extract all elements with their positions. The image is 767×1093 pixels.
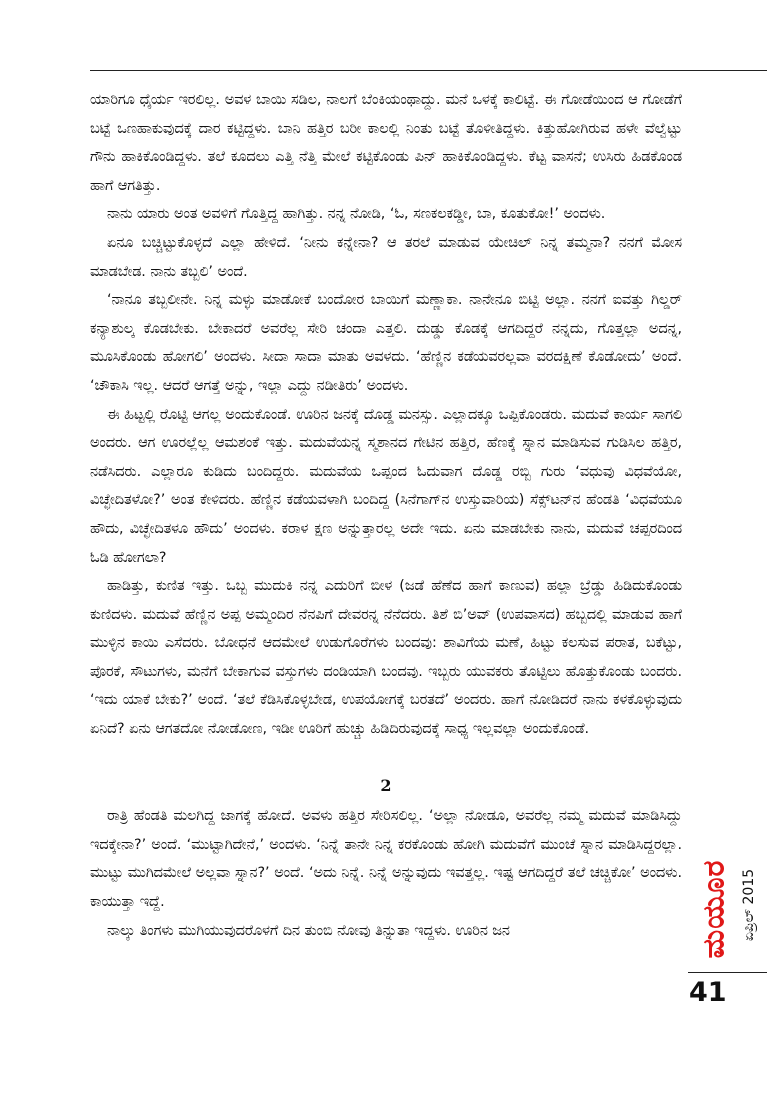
page-number: 41	[689, 977, 727, 1008]
magazine-logo-text: ಮಯೂರ	[696, 859, 732, 959]
paragraph-8: ನಾಲ್ಕು ತಿಂಗಳು ಮುಗಿಯುವುದರೊಳಗೆ ದಿನ ತುಂಬಿ ನೋವು ತಿನ್ನುತಾ ಇದ್ದಳು. ಊರಿನ ಜನ	[107, 922, 510, 939]
issue-date-text: ಏಪ್ರಿಲ್ 2015	[741, 868, 757, 942]
paragraph-7: ರಾತ್ರಿ ಹೆಂಡತಿ ಮಲಗಿದ್ದ ಜಾಗಕ್ಕೆ ಹೋದೆ. ಅವಳು ಹತ್ತಿರ ಸೇರಿಸಲಿಲ್ಲ. ‘ಅಲ್ಲಾ ನೋಡೂ, ಅವರೆಲ್ಲ ನಮ್ಮ ಮದುವೆ ಮಾಡಿಸಿದ್ದು ಇದಕ್ಕೇನಾ?’ ಅಂದೆ. ‘ಮುಟ್ಟಾಗಿದೇನೆ,’ ಅಂದಳು. ‘ನಿನ್ನೆ ತಾನೇ ನಿನ್ನ ಕರಕೊಂಡು ಹೋಗಿ ಮದುವೆಗೆ ಮುಂಚೆ ಸ್ನಾನ ಮಾಡಿಸಿದ್ದರಲ್ಲಾ. ಮುಟ್ಟು ಮುಗಿದಮೇಲೆ ಅಲ್ಲವಾ ಸ್ನಾನ?’ ಅಂದೆ. ‘ಅದು ನಿನ್ನೆ. ನಿನ್ನೆ ಅನ್ನುವುದು ಇವತ್ತಲ್ಲ. ಇಷ್ಟ ಆಗದಿದ್ದರೆ ತಲೆ ಚಚ್ಚಿಕೋ’ ಅಂದಳು. ಕಾಯುತ್ತಾ ಇದ್ದೆ.	[90, 808, 682, 911]
section-number: 2	[380, 775, 392, 795]
magazine-masthead	[693, 850, 767, 968]
issue-date	[735, 830, 763, 980]
paragraph-6: ಹಾಡಿತ್ತು, ಕುಣಿತ ಇತ್ತು. ಒಬ್ಬ ಮುದುಕಿ ನನ್ನ ಎದುರಿಗೆ ಬೀಳ (ಜಡೆ ಹೆಣೆದ ಹಾಗೆ ಕಾಣುವ) ಹಲ್ಲಾ ಬ್ರೆಡ್ಡು ಹಿಡಿದುಕೊಂಡು ಕುಣಿದಳು. ಮದುವೆ ಹೆಣ್ಣಿನ ಅಪ್ಪ ಅಮ್ಮಂದಿರ ನೆನಪಿಗೆ ದೇವರನ್ನ ನೆನೆದರು. ತಿಶೆ ಬಿ’ಅವ್ (ಉಪವಾಸದ) ಹಬ್ಬದಲ್ಲಿ ಮಾಡುವ ಹಾಗೆ ಮುಳ್ಳಿನ ಕಾಯಿ ಎಸೆದರು. ಬೋಧನೆ ಆದಮೇಲೆ ಉಡುಗೊರೆಗಳು ಬಂದವು: ಶಾವಿಗೆಯ ಮಣೆ, ಹಿಟ್ಟು ಕಲಸುವ ಪರಾತ, ಬಕೆಟ್ಟು, ಪೊರಕೆ, ಸೌಟುಗಳು, ಮನೆಗೆ ಬೇಕಾಗುವ ವಸ್ತುಗಳು ದಂಡಿಯಾಗಿ ಬಂದವು. ಇಬ್ಬರು ಯುವಕರು ತೊಟ್ಟಿಲು ಹೊತ್ತುಕೊಂಡು ಬಂದರು. ‘ಇದು ಯಾಕೆ ಬೇಕು?’ ಅಂದೆ. ‘ತಲೆ ಕೆಡಿಸಿಕೊಳ್ಳಬೇಡ, ಉಪಯೋಗಕ್ಕೆ ಬರತದೆ’ ಅಂದರು. ಹಾಗೆ ನೋಡಿದರೆ ನಾನು ಕಳಕೊಳ್ಳುವುದು ಏನಿದೆ? ಏನು ಆಗತದೋ ನೋಡೋಣ, ಇಡೀ ಊರಿಗೆ ಹುಚ್ಚು ಹಿಡಿದಿರುವುದಕ್ಕೆ ಸಾಧ್ಯ ಇಲ್ಲವಲ್ಲಾ ಅಂದುಕೊಂಡೆ.	[90, 578, 682, 738]
magazine-logo	[693, 850, 735, 968]
paragraph-4: ‘ನಾನೂ ತಬ್ಬಲೀನೇ. ನಿನ್ನ ಮಳ್ಳು ಮಾಡೋಕೆ ಬಂದೋರ ಬಾಯಿಗೆ ಮಣ್ಣಾಕಾ. ನಾನೇನೂ ಬಿಟ್ಟಿ ಅಲ್ಲಾ. ನನಗೆ ಐವತ್ತು ಗಿಲ್ಡರ್ ಕನ್ಯಾಶುಲ್ಕ ಕೊಡಬೇಕು. ಬೇಕಾದರೆ ಅವರೆಲ್ಲ ಸೇರಿ ಚಂದಾ ಎತ್ತಲಿ. ದುಡ್ಡು ಕೊಡಕ್ಕೆ ಆಗದಿದ್ದರೆ ನನ್ನದು, ಗೊತ್ತಲ್ಲಾ ಅದನ್ನ, ಮೂಸಿಕೊಂಡು ಹೋಗಲಿ’ ಅಂದಳು. ಸೀದಾ ಸಾದಾ ಮಾತು ಅವಳದು. ‘ಹೆಣ್ಣಿನ ಕಡೆಯವರಲ್ಲವಾ ವರದಕ್ಷಿಣೆ ಕೊಡೋದು’ ಅಂದೆ. ‘ಚೌಕಾಸಿ ಇಲ್ಲ. ಆದರೆ ಆಗತ್ತೆ ಅನ್ನು, ಇಲ್ಲಾ ಎದ್ದು ನಡೀತಿರು’ ಅಂದಳು.	[90, 292, 682, 394]
paragraph-3: ಏನೂ ಬಚ್ಚಿಟ್ಟುಕೊಳ್ಳದೆ ಎಲ್ಲಾ ಹೇಳಿದೆ. ‘ನೀನು ಕನ್ನೇನಾ? ಆ ತರಲೆ ಮಾಡುವ ಯೇಚಿಲ್ ನಿನ್ನ ತಮ್ಮನಾ? ನನಗೆ ಮೋಸ ಮಾಡಬೇಡ. ನಾನು ತಬ್ಬಲಿ’ ಅಂದೆ.	[90, 234, 682, 280]
article-body	[90, 86, 682, 945]
paragraph-1: ಯಾರಿಗೂ ಧೈರ್ಯ ಇರಲಿಲ್ಲ. ಅವಳ ಬಾಯಿ ಸಡಿಲ, ನಾಲಗೆ ಬೆಂಕಿಯಂಥಾದ್ದು. ಮನೆ ಒಳಕ್ಕೆ ಕಾಲಿಟ್ಟೆ. ಈ ಗೋಡೆಯಿಂದ ಆ ಗೋಡೆಗೆ ಬಟ್ಟೆ ಒಣಹಾಕುವುದಕ್ಕೆ ದಾರ ಕಟ್ಟಿದ್ದಳು. ಬಾನಿ ಹತ್ತಿರ ಬರೀ ಕಾಲಲ್ಲಿ ನಿಂತು ಬಟ್ಟೆ ತೊಳೀತಿದ್ದಳು. ಕಿತ್ತುಹೋಗಿರುವ ಹಳೇ ವೆಲ್ವೆಟ್ಟು ಗೌನು ಹಾಕಿಕೊಂಡಿದ್ದಳು. ತಲೆ ಕೂದಲು ಎತ್ತಿ ನೆತ್ತಿ ಮೇಲೆ ಕಟ್ಟಿಕೊಂಡು ಪಿನ್ ಹಾಕಿಕೊಂಡಿದ್ದಳು. ಕೆಟ್ಟ ವಾಸನೆ; ಉಸಿರು ಹಿಡಕೊಂಡ ಹಾಗೆ ಆಗತಿತ್ತು.	[90, 92, 682, 194]
paragraph-5: ಈ ಹಿಟ್ಟಲ್ಲಿ ರೊಟ್ಟಿ ಆಗಲ್ಲ ಅಂದುಕೊಂಡೆ. ಊರಿನ ಜನಕ್ಕೆ ದೊಡ್ಡ ಮನಸ್ಸು. ಎಲ್ಲಾದಕ್ಕೂ ಒಪ್ಪಿಕೊಂಡರು. ಮದುವೆ ಕಾರ್ಯ ಸಾಗಲಿ ಅಂದರು. ಆಗ ಊರಲ್ಲೆಲ್ಲ ಆಮಶಂಕೆ ಇತ್ತು. ಮದುವೆಯನ್ನ ಸ್ಮಶಾನದ ಗೇಟಿನ ಹತ್ತಿರ, ಹೆಣಕ್ಕೆ ಸ್ನಾನ ಮಾಡಿಸುವ ಗುಡಿಸಿಲ ಹತ್ತಿರ, ನಡೆಸಿದರು. ಎಲ್ಲಾರೂ ಕುಡಿದು ಬಂದಿದ್ದರು. ಮದುವೆಯ ಒಪ್ಪಂದ ಓದುವಾಗ ದೊಡ್ಡ ರಬ್ಬಿ ಗುರು ‘ವಧುವು ವಿಧವೆಯೋ, ವಿಚ್ಛೇದಿತಳೋ?’ ಅಂತ ಕೇಳಿದರು. ಹೆಣ್ಣಿನ ಕಡೆಯವಳಾಗಿ ಬಂದಿದ್ದ (ಸಿನೆಗಾಗ್‌ನ ಉಸ್ತುವಾರಿಯ) ಸೆಕ್ಸ್‌ಟನ್‌ನ ಹೆಂಡತಿ ‘ವಿಧವೆಯೂ ಹೌದು, ವಿಚ್ಛೇದಿತಳೂ ಹೌದು’ ಅಂದಳು. ಕರಾಳ ಕ್ಷಣ ಅನ್ನುತ್ತಾರಲ್ಲ ಅದೇ ಇದು. ಏನು ಮಾಡಬೇಕು ನಾನು, ಮದುವೆ ಚಪ್ಪರದಿಂದ ಓಡಿ ಹೋಗಲಾ?	[90, 406, 682, 566]
top-rule	[90, 70, 767, 71]
paragraph-2: ನಾನು ಯಾರು ಅಂತ ಅವಳಿಗೆ ಗೊತ್ತಿದ್ದ ಹಾಗಿತ್ತು. ನನ್ನ ನೋಡಿ, ‘ಓ, ಸಣಕಲಕಡ್ಡೀ, ಬಾ, ಕೂತುಕೋ!’ ಅಂದಳು.	[107, 206, 606, 223]
page-number-rule	[688, 972, 767, 973]
